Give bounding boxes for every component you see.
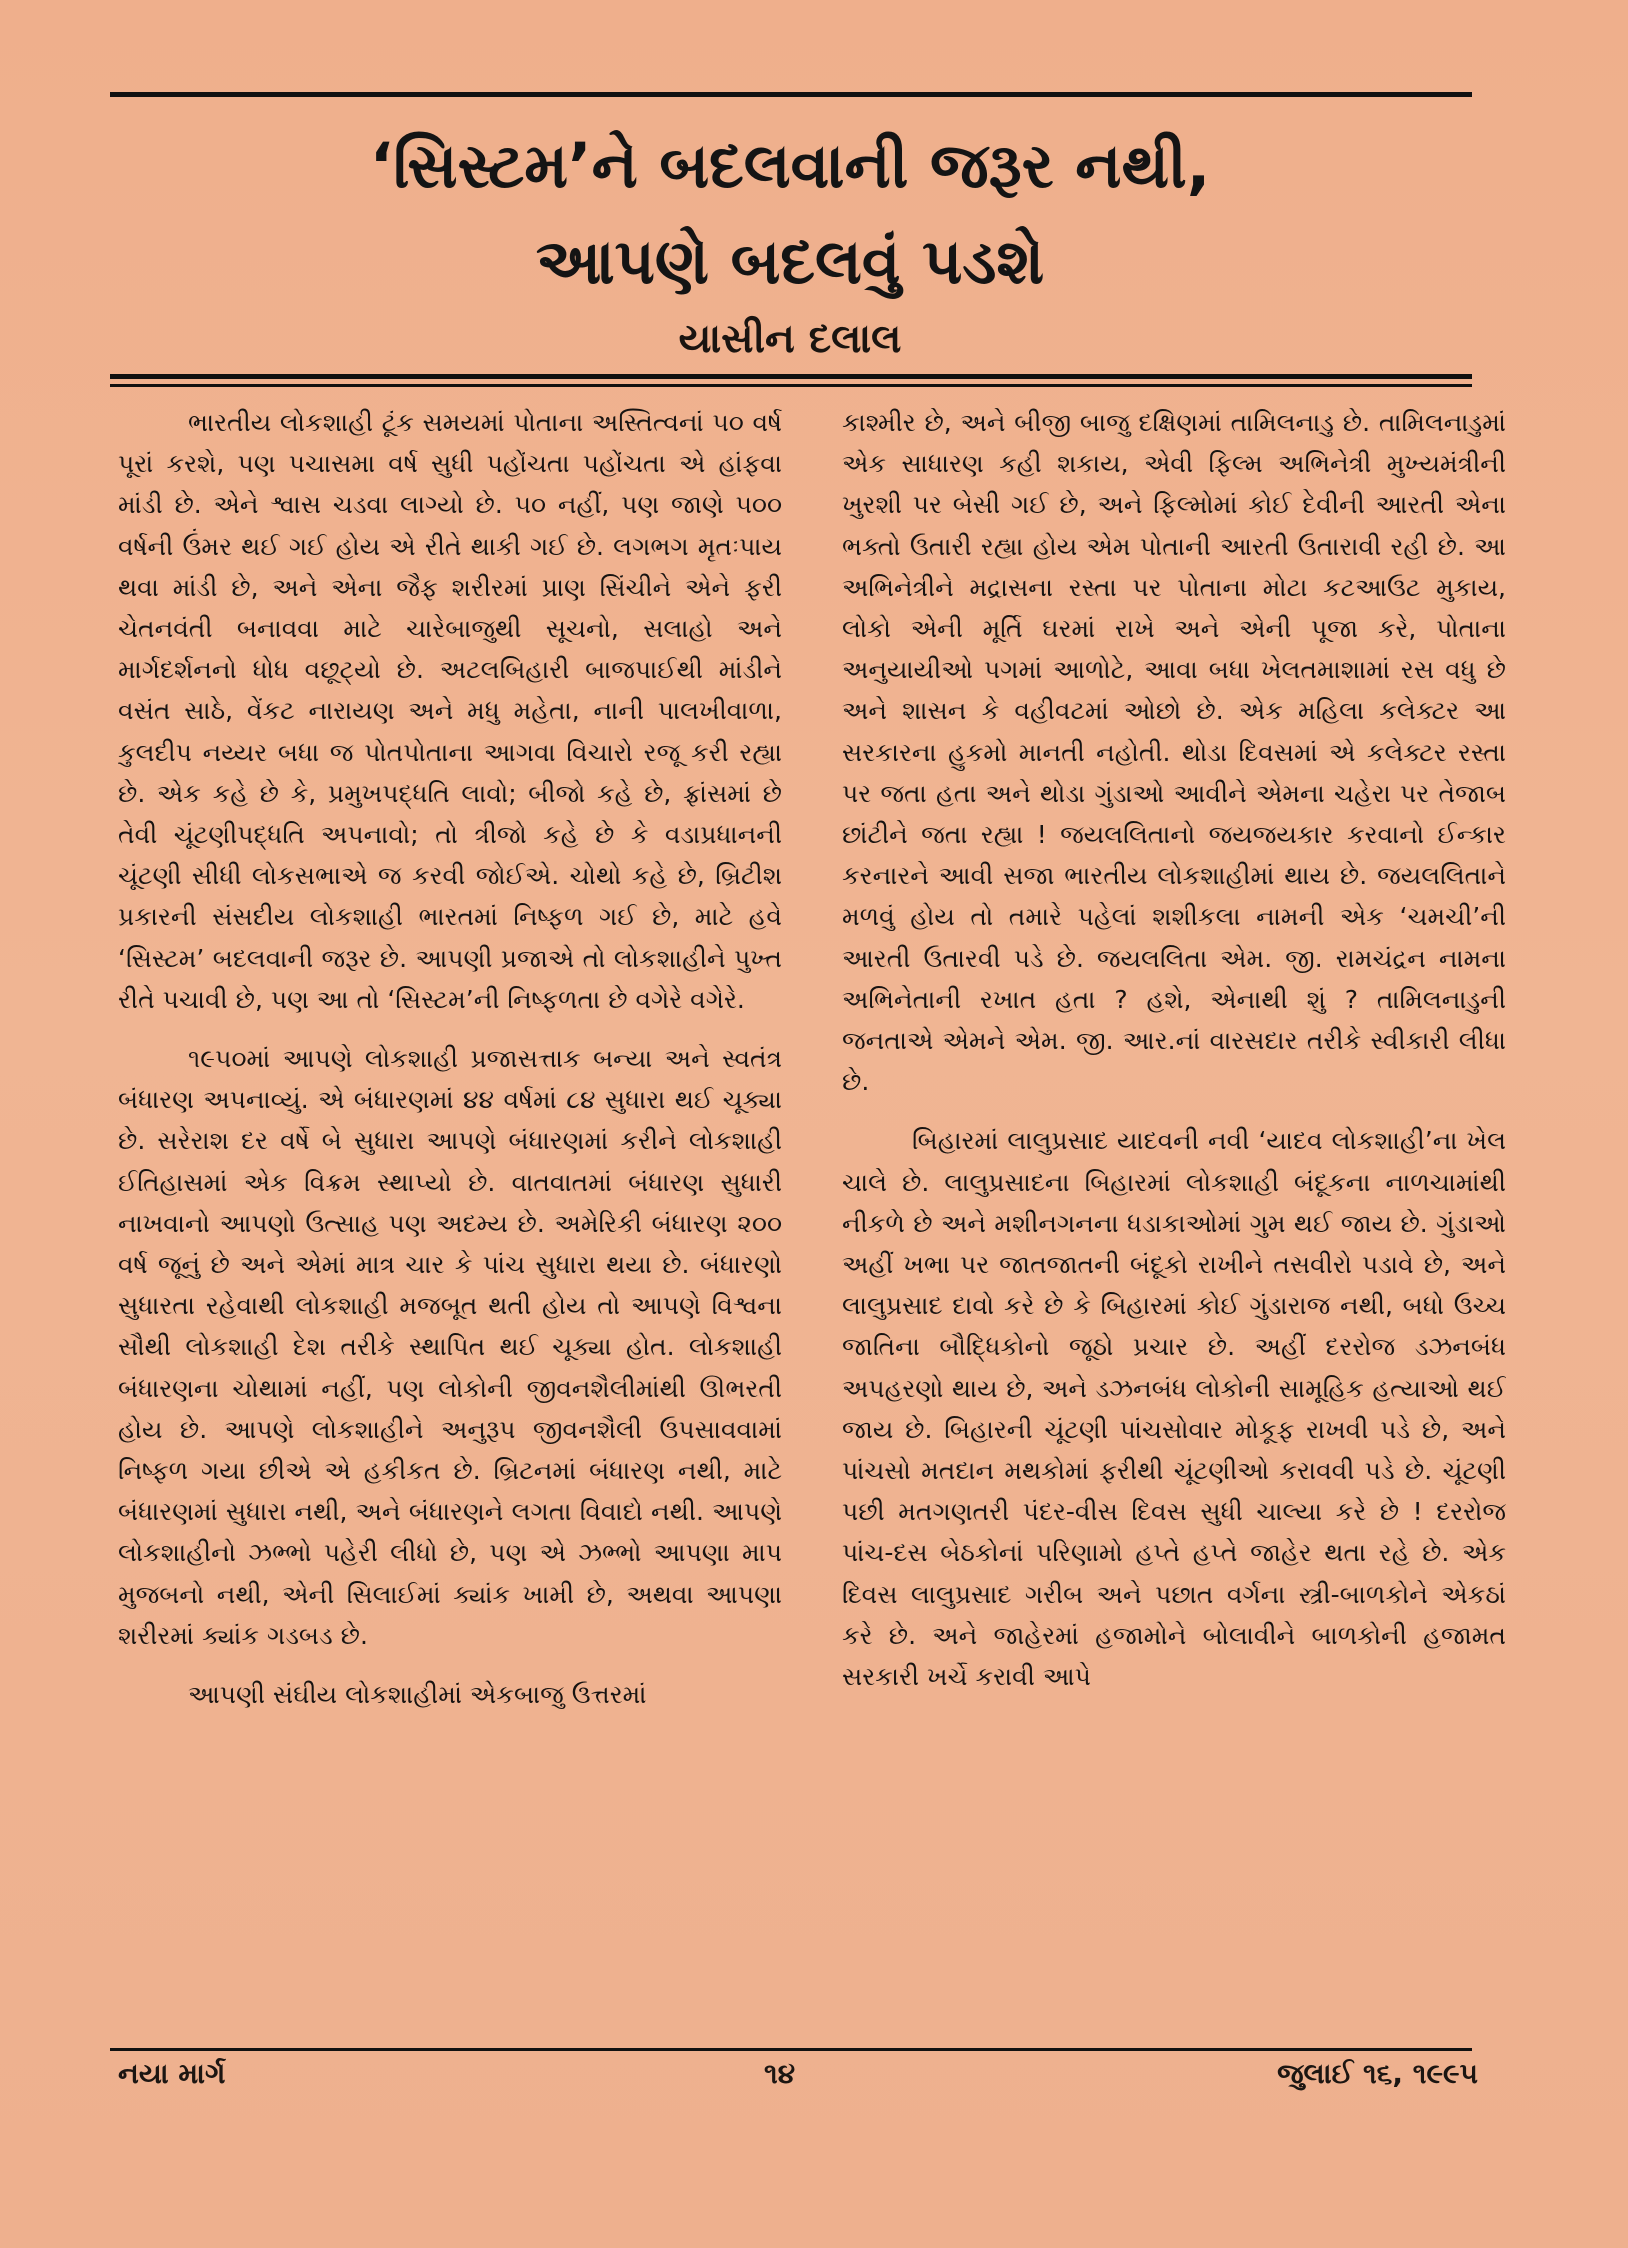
paragraph: બિહારમાં લાલુપ્રસાદ યાદવની નવી ‘યાદવ લોકશાહી’ના ખેલ ચાલે છે. લાલુપ્રસાદના બિહારમાં લોકશાહી બંદૂકના નાળચામાંથી નીકળે છે અને મશીનગનના ધડાકાઓમાં ગુમ થઈ જાય છે. ગુંડાઓ અહીં ખભા પર જાતજાતની બંદૂકો રાખીને તસવીરો પડાવે છે, અને લાલુપ્રસાદ દાવો કરે છે કે બિહારમાં કોઈ ગુંડારાજ નથી, બધો ઉચ્ચ જાતિના બૌદ્ધિકોનો જૂઠો પ્રચાર છે. અહીં દરરોજ ડઝનબંધ અપહરણો થાય છે, અને ડઝનબંધ લોકોની સામૂહિક હત્યાઓ થઈ જાય છે. બિહારની ચૂંટણી પાંચસોવાર મોકૂફ રાખવી પડે છે, અને પાંચસો મતદાન મથકોમાં ફરીથી ચૂંટણીઓ કરાવવી પડે છે. ચૂંટણી પછી મતગણતરી પંદર-વીસ દિવસ સુધી ચાલ્યા કરે છે ! દરરોજ પાંચ-દસ બેઠકોનાં પરિણામો હપ્તે હપ્તે જાહેર થતા રહે છે. એક દિવસ લાલુપ્રસાદ ગરીબ અને પછાત વર્ગના સ્ત્રી-બાળકોને એકઠાં કરે છે. અને જાહેરમાં હજામોને બોલાવીને બાળકોની હજામત સરકારી ખર્ચે કરાવી આપે: [842, 1126, 1506, 1692]
top-rule: [110, 92, 1472, 97]
left-column: [118, 402, 782, 2042]
paragraph: ભારતીય લોકશાહી ટૂંક સમયમાં પોતાના અસ્તિત્વનાં ૫૦ વર્ષ પૂરાં કરશે, પણ પચાસમા વર્ષ સુધી પહોંચતા પહોંચતા એ હાંફવા માંડી છે. એને શ્વાસ ચડવા લાગ્યો છે. ૫૦ નહીં, પણ જાણે ૫૦૦ વર્ષની ઉંમર થઈ ગઈ હોય એ રીતે થાકી ગઈ છે. લગભગ મૃતઃપાય થવા માંડી છે, અને એના જૈફ શરીરમાં પ્રાણ સિંચીને એને ફરી ચેતનવંતી બનાવવા માટે ચારેબાજુથી સૂચનો, સલાહો અને માર્ગદર્શનનો ધોધ વછૂટ્યો છે. અટલબિહારી બાજપાઈથી માંડીને વસંત સાઠે, વેંકટ નારાયણ અને મધુ મહેતા, નાની પાલખીવાળા, કુલદીપ નય્યર બધા જ પોતપોતાના આગવા વિચારો રજૂ કરી રહ્યા છે. એક કહે છે કે, પ્રમુખપદ્ધતિ લાવો; બીજો કહે છે, ફ્રાંસમાં છે તેવી ચૂંટણીપદ્ધતિ અપનાવો; તો ત્રીજો કહે છે કે વડાપ્રધાનની ચૂંટણી સીધી લોકસભાએ જ કરવી જોઈએ. ચોથો કહે છે, બ્રિટીશ પ્રકારની સંસદીય લોકશાહી ભારતમાં નિષ્ફળ ગઈ છે, માટે હવે ‘સિસ્ટમ’ બદલવાની જરૂર છે. આપણી પ્રજાએ તો લોકશાહીને પુખ્ત રીતે પચાવી છે, પણ આ તો ‘સિસ્ટમ’ની નિષ્ફળતા છે વગેરે વગેરે.: [118, 408, 782, 1014]
paragraph: આપણી સંઘીય લોકશાહીમાં એકબાજુ ઉત્તરમાં: [188, 1680, 647, 1710]
header-double-rule-top: [110, 374, 1472, 379]
paragraph: ૧૯૫૦માં આપણે લોકશાહી પ્રજાસત્તાક બન્યા અને સ્વતંત્ર બંધારણ અપનાવ્યું. એ બંધારણમાં ૪૪ વર્ષમાં ૮૪ સુધારા થઈ ચૂક્યા છે. સરેરાશ દર વર્ષે બે સુધારા આપણે બંધારણમાં કરીને લોકશાહી ઈતિહાસમાં એક વિક્રમ સ્થાપ્યો છે. વાતવાતમાં બંધારણ સુધારી નાખવાનો આપણો ઉત્સાહ પણ અદમ્ય છે. અમેરિકી બંધારણ ૨૦૦ વર્ષ જૂનું છે અને એમાં માત્ર ચાર કે પાંચ સુધારા થયા છે. બંધારણો સુધારતા રહેવાથી લોકશાહી મજબૂત થતી હોય તો આપણે વિશ્વના સૌથી લોકશાહી દેશ તરીકે સ્થાપિત થઈ ચૂક્યા હોત. લોકશાહી બંધારણના ચોથામાં નહીં, પણ લોકોની જીવનશૈલીમાંથી ઊભરતી હોય છે. આપણે લોકશાહીને અનુરૂપ જીવનશૈલી ઉપસાવવામાં નિષ્ફળ ગયા છીએ એ હકીકત છે. બ્રિટનમાં બંધારણ નથી, માટે બંધારણમાં સુધારા નથી, અને બંધારણને લગતા વિવાદો નથી. આપણે લોકશાહીનો ઝભ્ભો પહેરી લીધો છે, પણ એ ઝભ્ભો આપણા માપ મુજબનો નથી, એની સિલાઈમાં ક્યાંક ખામી છે, અથવા આપણા શરીરમાં ક્યાંક ગડબડ છે.: [118, 1044, 782, 1650]
publication-name: નયા માર્ગ: [118, 2057, 226, 2090]
article-title-line-1: ‘સિસ્ટમ’ને બદલવાની જરૂર નથી,: [369, 129, 1211, 202]
article-title-line-2: આપણે બદલવું પડશે: [535, 225, 1045, 298]
header-double-rule-bottom: [110, 384, 1472, 387]
issue-date: જુલાઈ ૧૬, ૧૯૯૫: [1277, 2057, 1478, 2090]
article-author: યાસીન દલાલ: [678, 316, 902, 362]
page-number: ૧૪: [764, 2057, 796, 2090]
right-column: [842, 402, 1506, 2042]
paragraph: કાશ્મીર છે, અને બીજી બાજુ દક્ષિણમાં તામિલનાડુ છે. તામિલનાડુમાં એક સાધારણ કહી શકાય, એવી ફિલ્મ અભિનેત્રી મુખ્યમંત્રીની ખુરશી પર બેસી ગઈ છે, અને ફિલ્મોમાં કોઈ દેવીની આરતી એના ભક્તો ઉતારી રહ્યા હોય એમ પોતાની આરતી ઉતારાવી રહી છે. આ અભિનેત્રીને મદ્રાસના રસ્તા પર પોતાના મોટા કટઆઉટ મુકાય, લોકો એની મૂર્તિ ઘરમાં રાખે અને એની પૂજા કરે, પોતાના અનુયાયીઓ પગમાં આળોટે, આવા બધા ખેલતમાશામાં રસ વધુ છે અને શાસન કે વહીવટમાં ઓછો છે. એક મહિલા કલેક્ટર આ સરકારના હુકમો માનતી નહોતી. થોડા દિવસમાં એ કલેક્ટર રસ્તા પર જતા હતા અને થોડા ગુંડાઓ આવીને એમના ચહેરા પર તેજાબ છાંટીને જતા રહ્યા ! જયલલિતાનો જયજયકાર કરવાનો ઈન્કાર કરનારને આવી સજા ભારતીય લોકશાહીમાં થાય છે. જયલલિતાને મળવું હોય તો તમારે પહેલાં શશીકલા નામની એક ‘ચમચી’ની આરતી ઉતારવી પડે છે. જયલલિતા એમ. જી. રામચંદ્રન નામના અભિનેતાની રખાત હતા ? હશે, એનાથી શું ? તામિલનાડુની જનતાએ એમને એમ. જી. આર.નાં વારસદાર તરીકે સ્વીકારી લીધા છે.: [842, 408, 1506, 1097]
footer-rule: [110, 2048, 1472, 2051]
